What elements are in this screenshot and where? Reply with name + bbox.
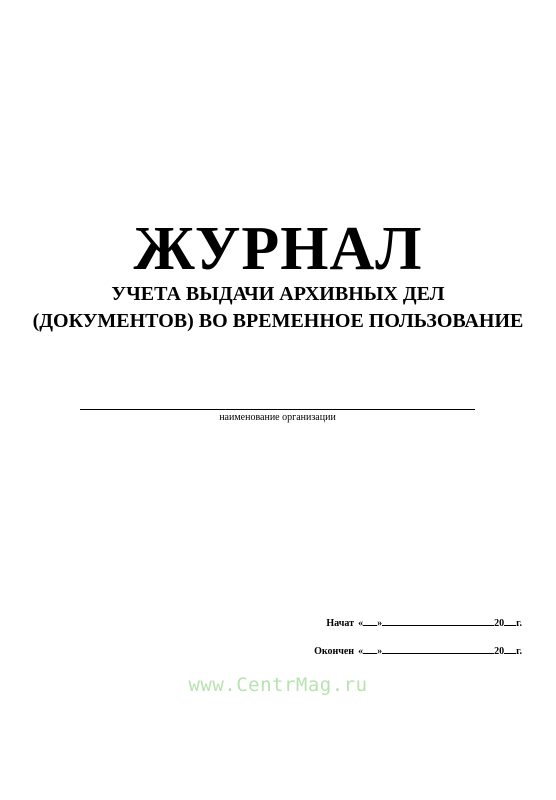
organization-name-caption: наименование организации [219,412,336,423]
day-blank [363,644,377,654]
year-blank [504,644,516,654]
month-blank [382,616,494,626]
close-quote: » [377,618,383,629]
organization-name-line [80,409,475,410]
year-suffix: г. [516,646,522,657]
ended-date-row [314,644,522,657]
day-blank [363,616,377,626]
started-date-row [326,616,522,629]
month-blank [382,644,494,654]
document-title: ЖУРНАЛ [133,215,423,283]
document-subtitle-line-1: УЧЕТА ВЫДАЧИ АРХИВНЫХ ДЕЛ [111,283,445,305]
ended-label: Окончен [314,646,355,657]
year-suffix: г. [516,618,522,629]
open-quote: « [358,646,364,657]
open-quote: « [358,618,364,629]
close-quote: » [377,646,383,657]
year-blank [504,616,516,626]
document-subtitle-line-2: (ДОКУМЕНТОВ) ВО ВРЕМЕННОЕ ПОЛЬЗОВАНИЕ [32,310,524,332]
started-label: Начат [326,618,355,629]
year-prefix: 20 [494,646,505,657]
site-watermark: www.CentrMag.ru [188,674,368,696]
year-prefix: 20 [494,618,505,629]
